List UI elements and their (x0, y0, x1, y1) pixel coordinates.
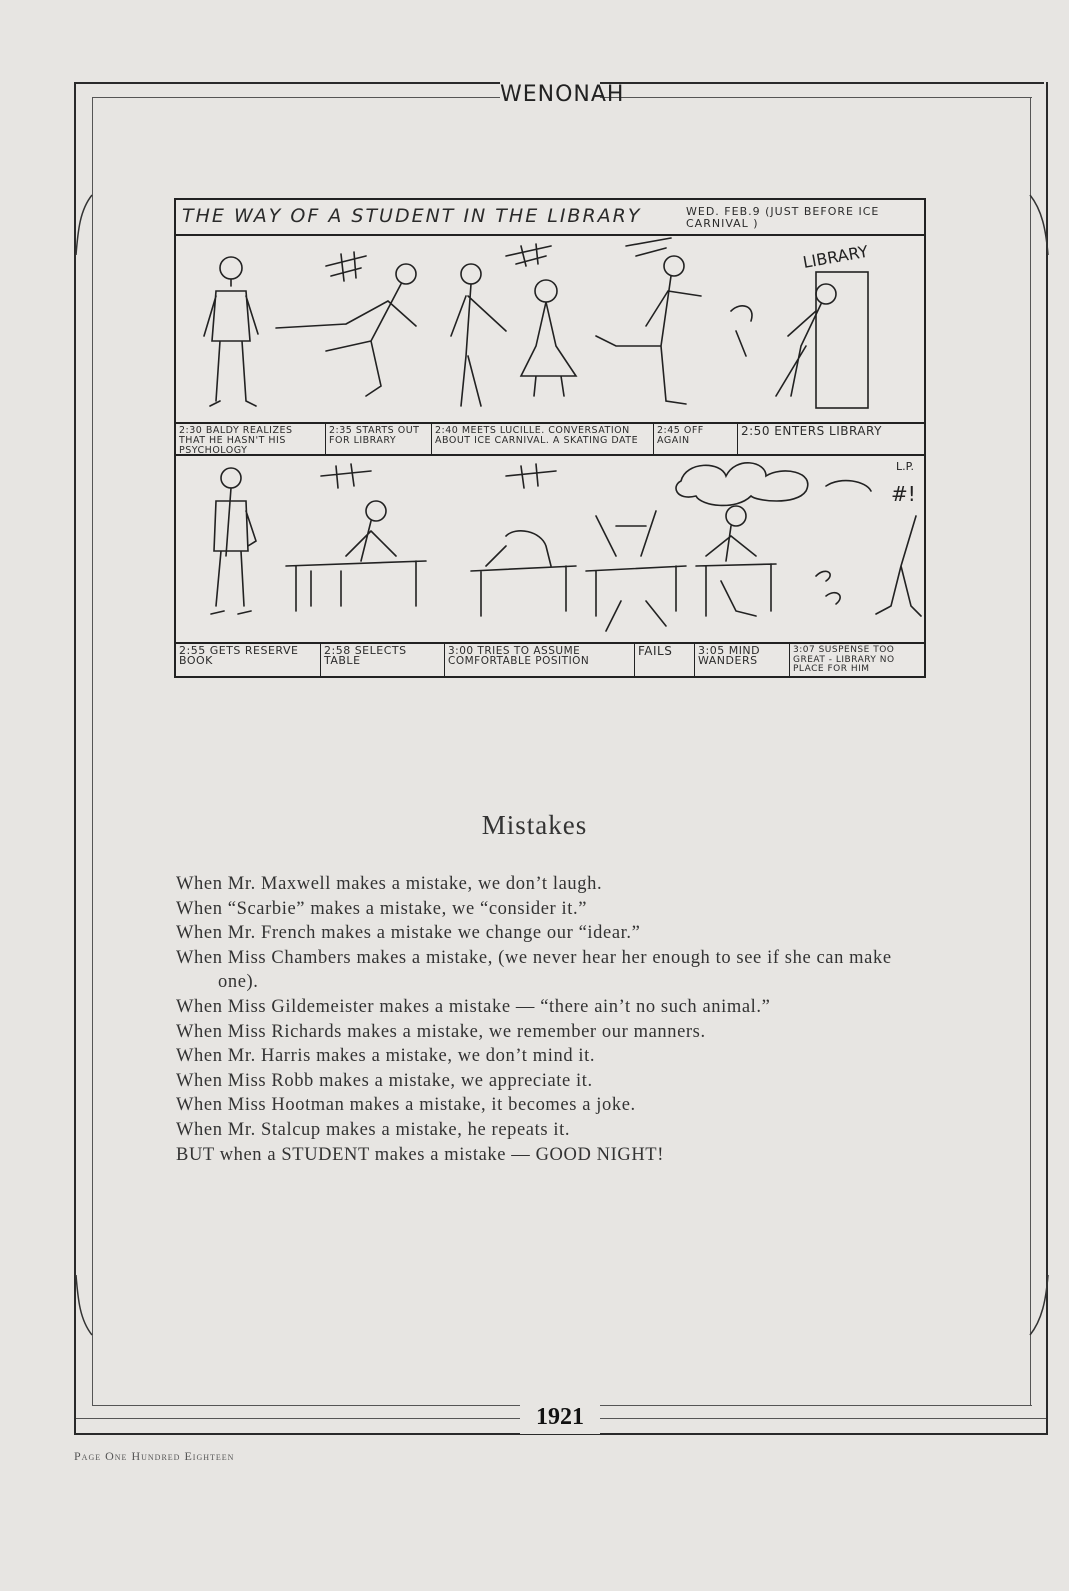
comic-title-row (176, 200, 924, 236)
poem-line: BUT when a STUDENT makes a mistake — GOOD NIGHT! (176, 1144, 664, 1165)
comic-top-captions (176, 422, 924, 456)
poem-line: When Miss Richards makes a mistake, we remember our manners. (176, 1021, 706, 1042)
poem-body (176, 872, 936, 1167)
comic-top-drawings (176, 236, 924, 422)
poem-line: When Miss Gildemeister makes a mistake — “there ain’t no such animal.” (176, 996, 771, 1017)
comic-date: WED. FEB.9 (JUST BEFORE ICE CARNIVAL ) (686, 205, 880, 230)
caption-cell: 2:35 STARTS OUT FOR LIBRARY (326, 424, 432, 454)
comic-top-illustration (176, 236, 924, 422)
artist-initials: L.P. (896, 460, 915, 473)
caption-cell: 2:40 MEETS LUCILLE. CONVERSATION ABOUT ICE CARNIVAL. A SKATING DATE (432, 424, 654, 454)
library-sign: LIBRARY (801, 241, 870, 272)
comic-bottom-captions (176, 642, 924, 676)
comic-bottom-drawings (176, 456, 924, 642)
frame-flourish-left-top (70, 190, 100, 260)
poem-line: When Miss Robb makes a mistake, we appreciate it. (176, 1070, 593, 1091)
page-number: Page One Hundred Eighteen (74, 1449, 235, 1463)
caption-cell: FAILS (635, 644, 695, 676)
caption-cell: 3:07 SUSPENSE TOO GREAT - LIBRARY NO PLACE FOR HIM (793, 645, 895, 674)
poem-title: Mistakes (481, 810, 588, 840)
caption-cell: 3:00 TRIES TO ASSUME COMFORTABLE POSITION (445, 644, 635, 676)
frame-flourish-right-top (1024, 190, 1054, 260)
comic-title: THE WAY OF A STUDENT IN THE LIBRARY (182, 205, 642, 227)
caption-cell: 2:30 BALDY REALIZES THAT HE HASN'T HIS PSYCHOLOGY (176, 424, 326, 454)
poem-line: When Miss Hootman makes a mistake, it becomes a joke. (176, 1095, 636, 1116)
caption-cell: 2:50 ENTERS LIBRARY (741, 424, 882, 438)
poem-line: When Mr. Maxwell makes a mistake, we don’t laugh. (176, 874, 603, 894)
frame-flourish-left-bottom (70, 1270, 100, 1340)
poem-line: When “Scarbie” makes a mistake, we “consider it.” (176, 898, 588, 919)
svg-text:#!: #! (891, 482, 916, 506)
frame-flourish-right-bottom (1024, 1270, 1054, 1340)
caption-cell: 3:05 MIND WANDERS (695, 644, 790, 676)
footer-year: 1921 (520, 1404, 600, 1434)
caption-cell: 2:45 OFF AGAIN (654, 424, 738, 454)
page-header-title: WENONAH (500, 82, 600, 112)
caption-cell: 2:58 SELECTS TABLE (321, 644, 445, 676)
comic-strip (174, 198, 926, 678)
poem-line: When Mr. Harris makes a mistake, we don’t mind it. (176, 1046, 596, 1067)
poem-line: When Miss Chambers makes a mistake, (we never hear her enough to see if she can make one). (176, 947, 892, 993)
caption-cell: 2:55 GETS RESERVE BOOK (176, 644, 321, 676)
comic-bottom-illustration (176, 456, 924, 642)
poem-line: When Mr. French makes a mistake we change our “idear.” (176, 923, 641, 944)
poem-line: When Mr. Stalcup makes a mistake, he repeats it. (176, 1119, 571, 1140)
